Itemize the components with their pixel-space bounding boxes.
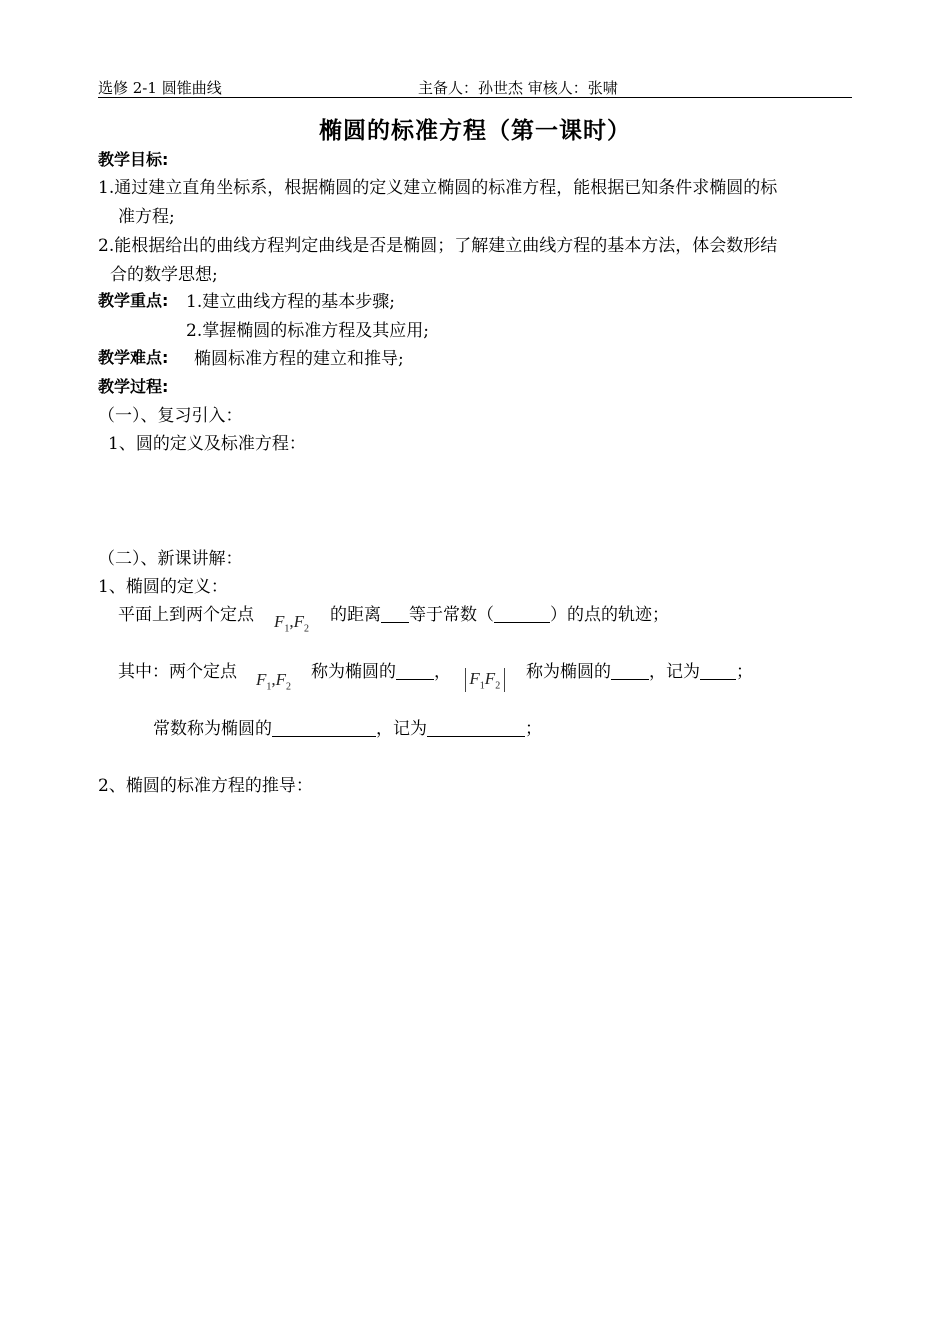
constant-blank[interactable] bbox=[494, 606, 550, 623]
definition-line-3: 常数称为椭圆的 ，记为 ； bbox=[153, 719, 542, 739]
derivation-heading: 2、椭圆的标准方程的推导： bbox=[98, 776, 313, 796]
new-lesson-heading: （二）、新课讲解： bbox=[98, 549, 243, 569]
review-item-1: 1、圆的定义及标准方程： bbox=[108, 434, 306, 454]
process-heading: 教学过程: bbox=[98, 377, 169, 396]
focal-distance-symbol-blank[interactable] bbox=[700, 663, 736, 680]
definition-line-2-rest: 称为椭圆的 ，记为 ； bbox=[526, 662, 753, 682]
key-points-heading: 教学重点: bbox=[98, 291, 169, 310]
foci-formula-1: $F_1,F_2$ bbox=[274, 612, 310, 635]
focal-distance-name-blank[interactable] bbox=[611, 663, 649, 680]
header-authors: 主备人：孙世杰 审核人：张啸 bbox=[418, 79, 618, 97]
focal-distance-formula: $F_1F_2$ bbox=[465, 668, 505, 692]
distance-blank[interactable] bbox=[381, 606, 409, 623]
definition-line-1 bbox=[118, 600, 254, 625]
header-rule bbox=[98, 97, 852, 98]
foci-formula-2: $F_1,F_2$ bbox=[256, 670, 292, 693]
review-heading: （一）、复习引入： bbox=[98, 406, 243, 426]
objective-1-line-1: 1.通过建立直角坐标系，根据椭圆的定义建立椭圆的标准方程，能根据已知条件求椭圆的标 bbox=[98, 178, 778, 198]
difficulty-text: 椭圆标准方程的建立和推导; bbox=[194, 349, 404, 369]
key-point-2: 2.掌握椭圆的标准方程及其应用; bbox=[186, 321, 429, 341]
foci-name-blank[interactable] bbox=[396, 663, 434, 680]
key-point-1: 1.建立曲线方程的基本步骤; bbox=[186, 292, 395, 312]
definition-text-a: 平面上到两个定点 bbox=[118, 605, 254, 625]
objectives-heading: 教学目标: bbox=[98, 150, 169, 169]
definition-line-2: 其中：两个定点 bbox=[118, 662, 237, 682]
definition-line-1-rest: 的距离 等于常数（ ）的点的轨迹； bbox=[330, 605, 669, 625]
objective-2-line-2: 合的数学思想; bbox=[110, 265, 218, 285]
objective-1-line-2: 准方程; bbox=[118, 207, 175, 227]
constant-name-blank[interactable] bbox=[272, 720, 376, 737]
header-course: 选修 2-1 圆锥曲线 bbox=[98, 79, 222, 97]
objective-2-line-1: 2.能根据给出的曲线方程判定曲线是否是椭圆；了解建立曲线方程的基本方法，体会数形结 bbox=[98, 236, 778, 256]
page-title: 椭圆的标准方程（第一课时） bbox=[319, 117, 631, 144]
constant-symbol-blank[interactable] bbox=[427, 720, 525, 737]
definition-line-2-mid: 称为椭圆的 ， bbox=[311, 662, 451, 682]
ellipse-definition-heading: 1、椭圆的定义： bbox=[98, 577, 228, 597]
difficulty-heading: 教学难点: bbox=[98, 348, 169, 367]
